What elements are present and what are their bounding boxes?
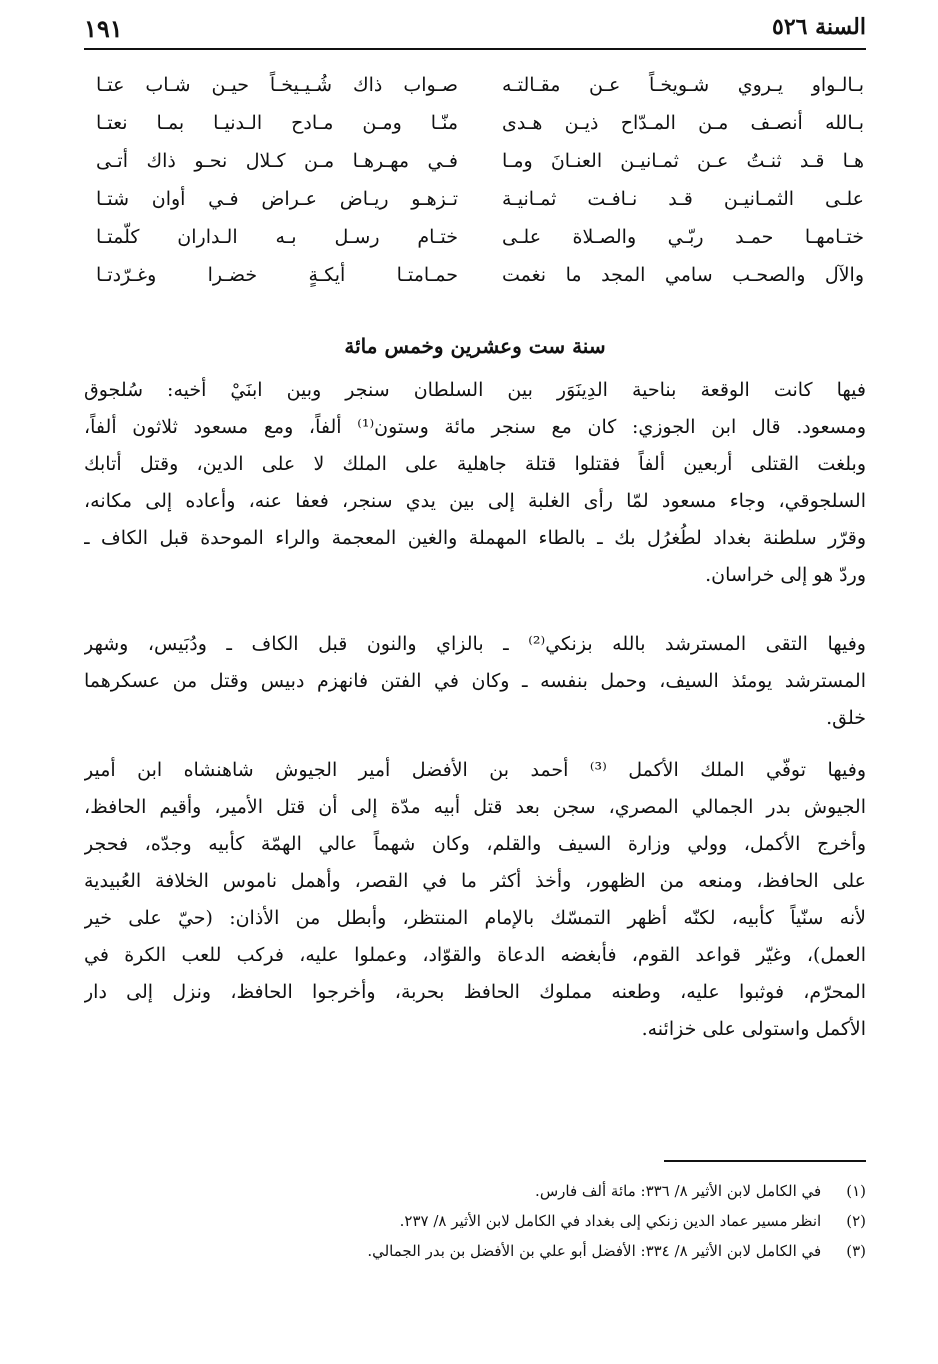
poem-verse: [96, 142, 864, 180]
paragraph-line: لأنه سنّياً كأبيه، لكنّه أظهر التمسّك بالإمام المنتظر، وأبطل من الأذان: (حيّ على خير: [84, 907, 866, 929]
paragraph-line: وأخرج الأكمل، وولي وزارة السيف والقلم، وكان شهماً عالي الهمّة كأبيه وجدّه، فحجر: [84, 833, 866, 855]
footnote-marker: (١): [846, 1182, 866, 1200]
poem-verse: [96, 180, 864, 218]
page-number: ١٩١: [84, 14, 123, 43]
paragraph-line: خلق.: [826, 707, 866, 729]
poem-verse: [96, 256, 864, 294]
footnote: [84, 1176, 866, 1206]
paragraph-battle: [84, 372, 866, 594]
footnotes: [84, 1176, 866, 1266]
paragraph-akmal: [84, 752, 866, 1048]
paragraph-line: الأكمل واستولى على خزائنه.: [641, 1018, 866, 1040]
paragraph-line: وقرّر سلطنة بغداد لطُغرُل بك ـ بالطاء المهملة والغين المعجمة والراء الموحدة قبل الكاف ـ: [84, 527, 866, 549]
footnote-text: انظر مسير عماد الدين زنكي إلى بغداد في الكامل لابن الأثير ٨/ ٢٣٧.: [399, 1212, 822, 1230]
paragraph-line: فيها كانت الوقعة بناحية الدِينَوَر بين السلطان سنجر وبين ابنَيْ أخيه: سُلجوق: [84, 379, 866, 401]
verse-second-hemistich: حمـامتـا أيكـةٍ خضـرا وغـرّدتـا: [96, 264, 458, 286]
paragraph-line: السلجوقي، وجاء مسعود لمّا رأى الغلبة إلى بين يدي سنجر، فعفا عنه، وأعاده إلى مكانه،: [84, 490, 866, 512]
verse-first-hemistich: بـالله أنصـف مـن المـدّاح ذيـن هـدى: [502, 112, 864, 134]
verse-first-hemistich: علـى الثمـانيـن قـد نـافـت ثمـانيـة: [502, 188, 864, 210]
paragraph-line: وفيها توفّي الملك الأكمل ⁽³⁾ أحمد بن الأفضل أمير الجيوش شاهنشاه ابن أمير: [84, 759, 866, 781]
poem-verse: [96, 104, 864, 142]
footnote-text: في الكامل لابن الأثير ٨/ ٣٣٤: الأفضل أبو علي بن الأفضل بن بدر الجمالي.: [367, 1242, 822, 1260]
paragraph-line: وفيها التقى المسترشد بالله بزنكي⁽²⁾ ـ بالزاي والنون قبل الكاف ـ ودُبَيس، وشهر: [84, 633, 866, 655]
verse-second-hemistich: صـواب ذاك شُـيـيخـاً حيـن شـاب عتـا: [96, 74, 458, 96]
footnote-text: في الكامل لابن الأثير ٨/ ٣٣٦: مائة ألف فارس.: [535, 1182, 822, 1200]
paragraph-line: وردّ هو إلى خراسان.: [705, 564, 866, 586]
footnote: [84, 1206, 866, 1236]
poem-verse: [96, 66, 864, 104]
paragraph-line: وبلغت القتلى أربعين ألفاً فقتلوا قتلة جاهلية على الملك لا على الدين، وقتل أتابك: [84, 453, 866, 475]
header-divider: [84, 48, 866, 50]
footnote-marker: (٣): [846, 1242, 866, 1260]
verse-second-hemistich: ختـام رسـل بـه الـداران كلّمتـا: [96, 226, 458, 248]
page-header: [84, 14, 866, 46]
verse-second-hemistich: فـي مهـرهـا مـن كـلال نحـو ذاك أتـى: [96, 150, 458, 172]
verse-second-hemistich: منّـا ومـن مـادح الـدنيـا بمـا نعتـا: [96, 112, 458, 134]
poem-verse: [96, 218, 864, 256]
footnote: [84, 1236, 866, 1266]
paragraph-line: الجيوش بدر الجمالي المصري، سجن بعد قتل أبيه مدّة إلى أن قتل الأمير، وأقيم الحافظ،: [84, 796, 866, 818]
paragraph-line: المسترشد يومئذ السيف، وحمل بنفسه ـ وكان في الفتن فانهزم دبيس وقتل من عسكرهما: [84, 670, 866, 692]
verse-first-hemistich: ختـامهـا حمـد ربّـي والصـلاة علـى: [502, 226, 864, 248]
paragraph-line: العمل)، وغيّر قواعد القوم، فأبغضه الدعاة والقوّاد، وعملوا عليه، فركب للعب الكرة في: [84, 944, 866, 966]
footnote-divider: [664, 1160, 866, 1162]
section-heading: سنة ست وعشرين وخمس مائة: [344, 334, 606, 358]
verse-first-hemistich: والآل والصحـب سامي المجد ما نغمت: [502, 264, 864, 286]
footnote-marker: (٢): [846, 1212, 866, 1230]
paragraph-line: المحرّم، فوثبوا عليه، وطعنه مملوك الحافظ بحربة، وأخرجوا الحافظ، ونزل إلى دار: [84, 981, 866, 1003]
paragraph-mustarshid: [84, 626, 866, 737]
verse-first-hemistich: بـالـواو يـروي شـويخـاً عـن مقـالتـه: [502, 74, 864, 96]
verse-first-hemistich: هـا قـد ثنـتُ عـن ثمـانيـن العنـانَ ومـا: [502, 150, 864, 172]
verse-second-hemistich: تـزهـو ريـاض عـراض فـي أوان شتـا: [96, 188, 458, 210]
poem: [96, 66, 864, 294]
paragraph-line: ومسعود. قال ابن الجوزي: كان مع سنجر مائة وستون⁽¹⁾ ألفاً، ومع مسعود ثلاثون ألفاً،: [84, 416, 866, 438]
running-title: السنة ٥٢٦: [772, 14, 866, 40]
paragraph-line: على الحافظ، ومنعه من الظهور، وأخذ أكثر ما في القصر، وأهمل ناموس الخلافة العُبيدية: [84, 870, 866, 892]
